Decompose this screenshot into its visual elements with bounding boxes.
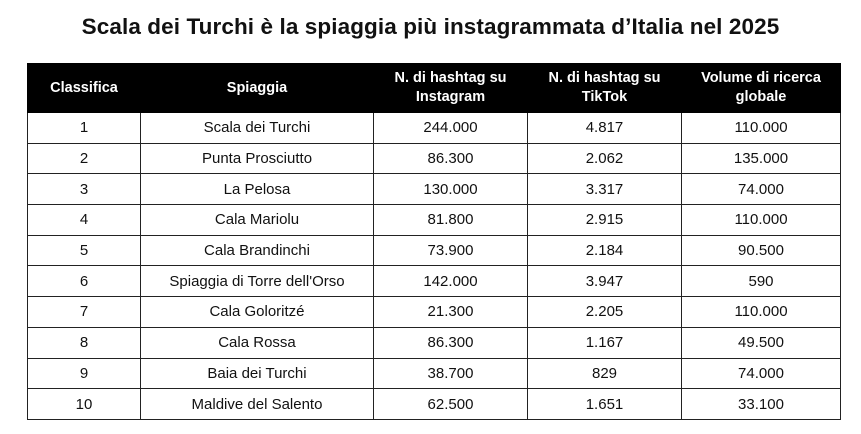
rank-cell: 10 — [28, 389, 141, 420]
table-row — [28, 297, 841, 328]
rank-cell: 4 — [28, 205, 141, 236]
rank-cell: 8 — [28, 327, 141, 358]
tiktok-hashtags-cell: 1.651 — [528, 389, 682, 420]
table-row — [28, 266, 841, 297]
table-row — [28, 205, 841, 236]
table-row — [28, 235, 841, 266]
header-search-volume: Volume di ricerca globale — [682, 64, 841, 113]
instagram-hashtags-cell: 73.900 — [374, 235, 528, 266]
tiktok-hashtags-cell: 4.817 — [528, 113, 682, 144]
rank-cell: 5 — [28, 235, 141, 266]
beach-name-cell: Baia dei Turchi — [141, 358, 374, 389]
tiktok-hashtags-cell: 829 — [528, 358, 682, 389]
search-volume-cell: 90.500 — [682, 235, 841, 266]
instagram-hashtags-cell: 21.300 — [374, 297, 528, 328]
table-header-row — [28, 64, 841, 113]
search-volume-cell: 590 — [682, 266, 841, 297]
instagram-hashtags-cell: 142.000 — [374, 266, 528, 297]
beach-ranking-table — [27, 63, 841, 420]
search-volume-cell: 110.000 — [682, 113, 841, 144]
instagram-hashtags-cell: 62.500 — [374, 389, 528, 420]
search-volume-cell: 49.500 — [682, 327, 841, 358]
tiktok-hashtags-cell: 2.915 — [528, 205, 682, 236]
rank-cell: 6 — [28, 266, 141, 297]
page-title: Scala dei Turchi è la spiaggia più instagrammata d’Italia nel 2025 — [81, 14, 780, 39]
instagram-hashtags-cell: 86.300 — [374, 327, 528, 358]
search-volume-cell: 74.000 — [682, 174, 841, 205]
beach-name-cell: Maldive del Salento — [141, 389, 374, 420]
table-row — [28, 113, 841, 144]
instagram-hashtags-cell: 38.700 — [374, 358, 528, 389]
instagram-hashtags-cell: 244.000 — [374, 113, 528, 144]
search-volume-cell: 110.000 — [682, 297, 841, 328]
header-classifica: Classifica — [28, 64, 141, 113]
tiktok-hashtags-cell: 2.205 — [528, 297, 682, 328]
instagram-hashtags-cell: 81.800 — [374, 205, 528, 236]
beach-name-cell: Cala Rossa — [141, 327, 374, 358]
tiktok-hashtags-cell: 2.062 — [528, 143, 682, 174]
tiktok-hashtags-cell: 3.317 — [528, 174, 682, 205]
table-body — [28, 113, 841, 420]
search-volume-cell: 74.000 — [682, 358, 841, 389]
beach-name-cell: Cala Mariolu — [141, 205, 374, 236]
beach-name-cell: Spiaggia di Torre dell'Orso — [141, 266, 374, 297]
tiktok-hashtags-cell: 1.167 — [528, 327, 682, 358]
header-instagram-hashtags: N. di hashtag su Instagram — [374, 64, 528, 113]
beach-name-cell: Punta Prosciutto — [141, 143, 374, 174]
beach-name-cell: La Pelosa — [141, 174, 374, 205]
table-row — [28, 174, 841, 205]
search-volume-cell: 110.000 — [682, 205, 841, 236]
search-volume-cell: 135.000 — [682, 143, 841, 174]
beach-name-cell: Scala dei Turchi — [141, 113, 374, 144]
table-row — [28, 389, 841, 420]
instagram-hashtags-cell: 130.000 — [374, 174, 528, 205]
rank-cell: 2 — [28, 143, 141, 174]
search-volume-cell: 33.100 — [682, 389, 841, 420]
header-spiaggia: Spiaggia — [141, 64, 374, 113]
tiktok-hashtags-cell: 3.947 — [528, 266, 682, 297]
tiktok-hashtags-cell: 2.184 — [528, 235, 682, 266]
beach-name-cell: Cala Brandinchi — [141, 235, 374, 266]
header-tiktok-hashtags: N. di hashtag su TikTok — [528, 64, 682, 113]
rank-cell: 3 — [28, 174, 141, 205]
beach-name-cell: Cala Goloritzé — [141, 297, 374, 328]
table-row — [28, 143, 841, 174]
table-row — [28, 358, 841, 389]
instagram-hashtags-cell: 86.300 — [374, 143, 528, 174]
rank-cell: 9 — [28, 358, 141, 389]
rank-cell: 1 — [28, 113, 141, 144]
table-row — [28, 327, 841, 358]
rank-cell: 7 — [28, 297, 141, 328]
